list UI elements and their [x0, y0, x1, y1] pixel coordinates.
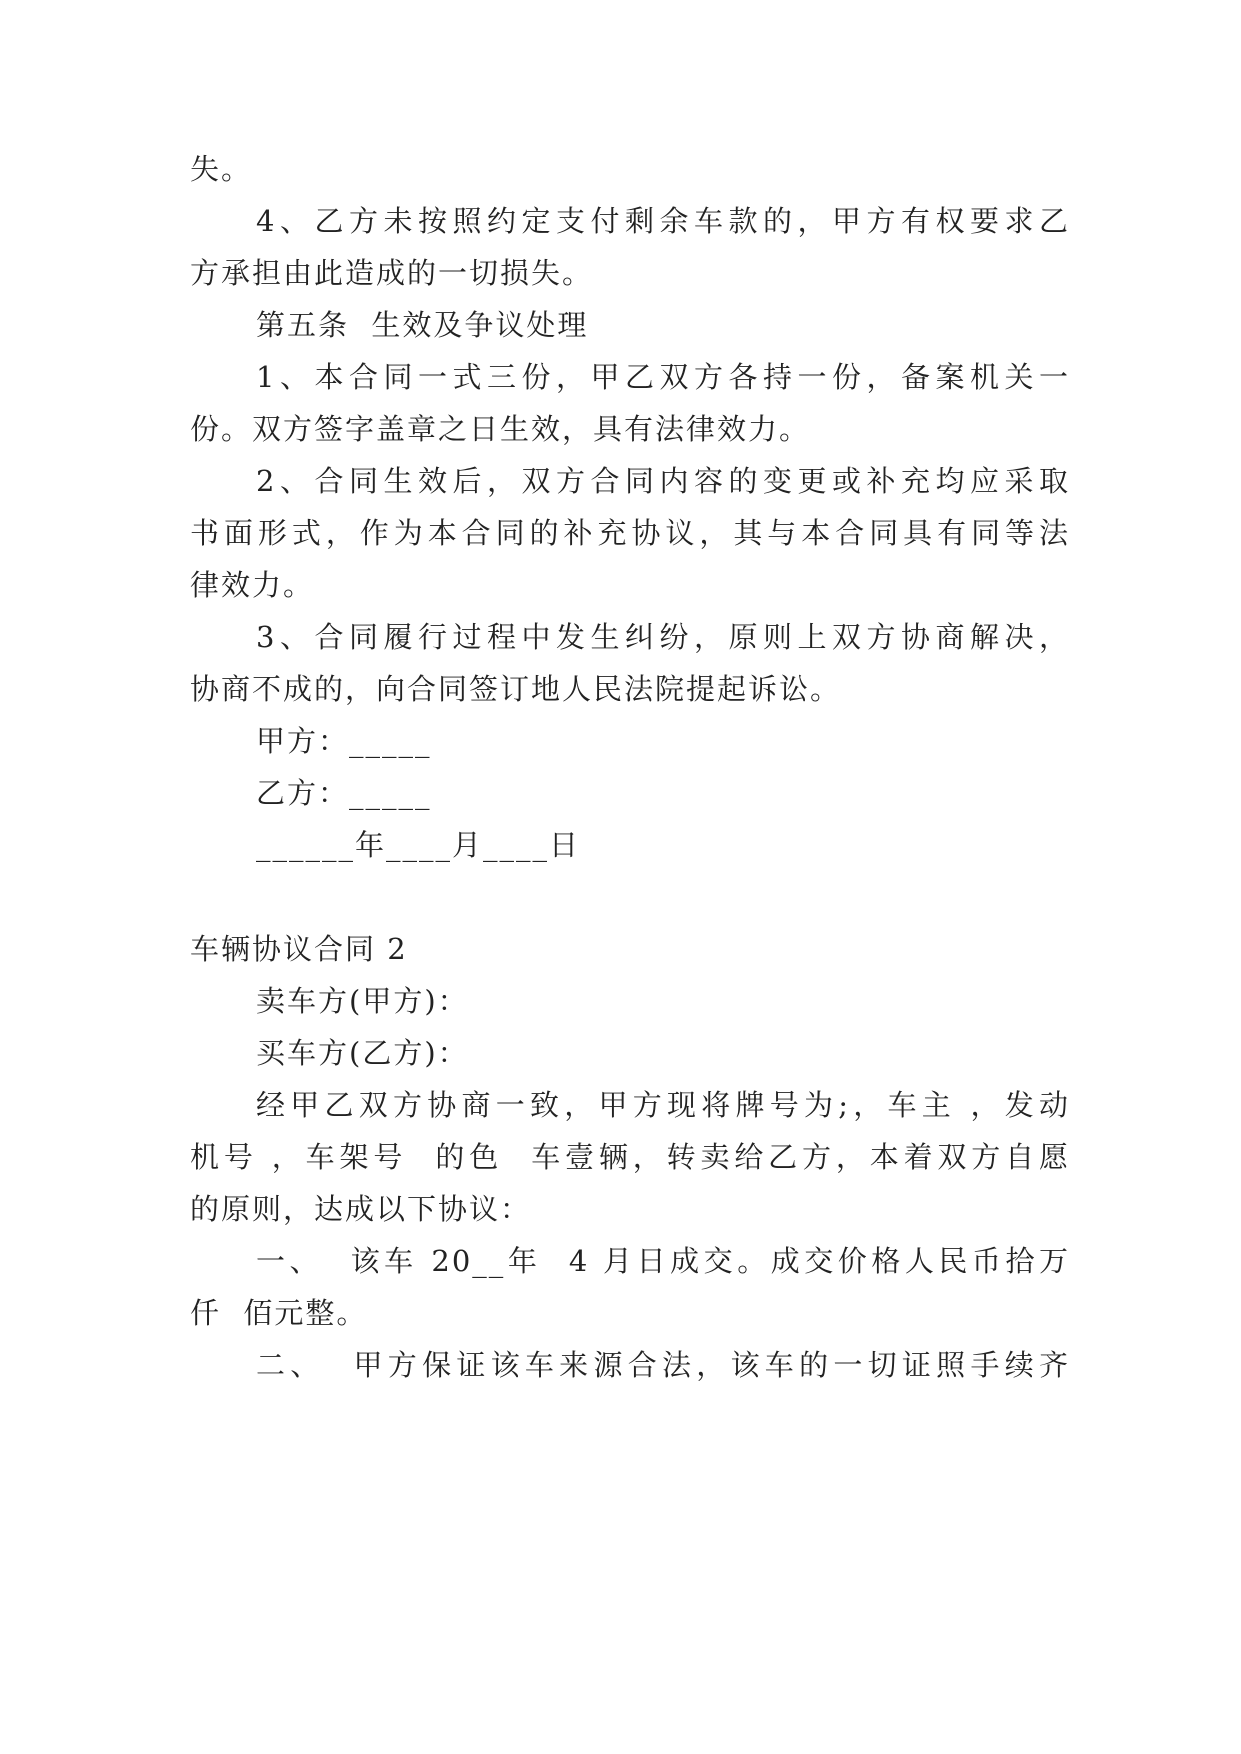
seller-label: 卖车方(甲方)：: [256, 984, 469, 1018]
text-line: 仟 佰元整。: [190, 1296, 368, 1330]
buyer-label: 买车方(乙方)：: [256, 1036, 469, 1070]
document-title: 车辆协议合同 2: [190, 932, 408, 966]
text-line: 方承担由此造成的一切损失。: [190, 256, 594, 290]
text-line: 1、本合同一式三份，甲乙双方各持一份，备案机关一: [256, 360, 1070, 394]
text-line: 失。: [190, 152, 253, 186]
text-line: 二、 甲方保证该车来源合法，该车的一切证照手续齐: [256, 1348, 1070, 1382]
text-line: 3、合同履行过程中发生纠纷，原则上双方协商解决，: [256, 620, 1070, 654]
text-line: 一、 该车 20__年 4 月日成交。成交价格人民币拾万: [256, 1244, 1070, 1278]
signature-date: ______年____月____日: [256, 828, 581, 862]
text-line: 2、合同生效后，双方合同内容的变更或补充均应采取: [256, 464, 1070, 498]
section-heading: 第五条 生效及争议处理: [256, 308, 589, 342]
text-line: 律效力。: [190, 568, 315, 602]
signature-party-b: 乙方：_____: [256, 776, 432, 810]
signature-party-a: 甲方：_____: [256, 724, 432, 758]
text-line: 的原则，达成以下协议：: [190, 1192, 532, 1226]
text-line: 机号 ，车架号 的色 车壹辆，转卖给乙方，本着双方自愿: [190, 1140, 1070, 1174]
text-line: 书面形式，作为本合同的补充协议，其与本合同具有同等法: [190, 516, 1070, 550]
text-line: 经甲乙双方协商一致，甲方现将牌号为;，车主 ，发动: [256, 1088, 1070, 1122]
text-line: 份。双方签字盖章之日生效，具有法律效力。: [190, 412, 811, 446]
text-line: 4、乙方未按照约定支付剩余车款的，甲方有权要求乙: [256, 204, 1070, 238]
text-line: 协商不成的，向合同签订地人民法院提起诉讼。: [190, 672, 842, 706]
